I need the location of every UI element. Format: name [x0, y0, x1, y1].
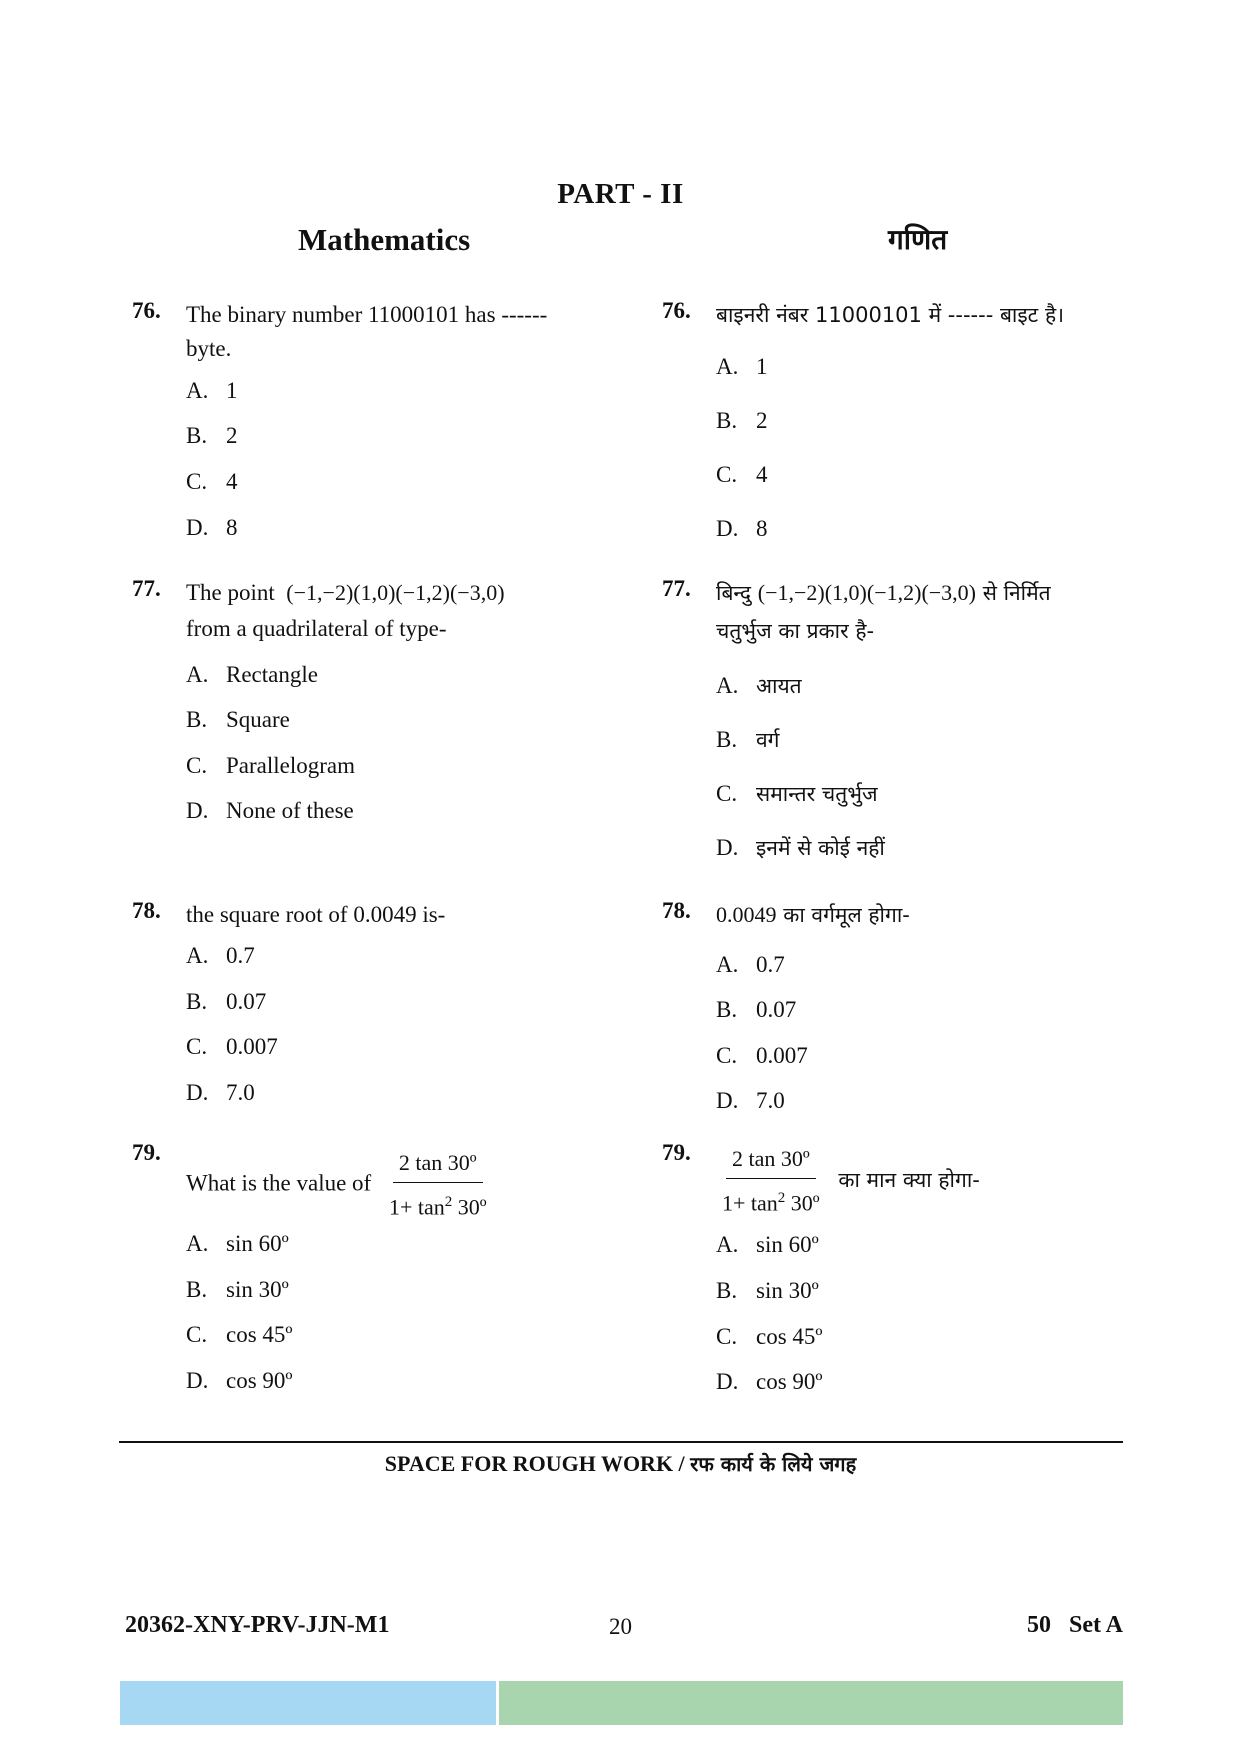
set-label: 50 Set A: [1027, 1612, 1123, 1638]
question-text: [716, 576, 1136, 648]
option-letter: D.: [186, 1368, 209, 1393]
option-b[interactable]: [716, 997, 796, 1023]
option-letter: D.: [716, 516, 739, 541]
option-c[interactable]: [186, 1322, 293, 1348]
option-text: 1: [226, 378, 238, 403]
option-a[interactable]: [716, 1232, 819, 1258]
rough-work-label: SPACE FOR ROUGH WORK / रफ कार्य के लिये जगह: [384, 1451, 857, 1476]
question-text: [186, 1146, 606, 1224]
option-text: 4: [756, 462, 768, 487]
question-text: [710, 1142, 1130, 1220]
subject-title-hindi: गणित: [888, 223, 948, 256]
question-text-suffix: का मान क्या होगा-: [838, 1168, 980, 1193]
option-text: sin 60º: [756, 1232, 819, 1257]
option-text: 1: [756, 354, 768, 379]
option-letter: D.: [716, 1369, 739, 1394]
question-number: 78.: [662, 898, 691, 923]
option-d[interactable]: [716, 1369, 823, 1395]
option-text: 2: [756, 408, 768, 433]
option-letter: B.: [186, 1277, 208, 1302]
option-letter: C.: [186, 753, 208, 778]
option-letter: A.: [186, 662, 209, 687]
option-text: None of these: [226, 798, 354, 823]
fraction-denominator: $1+ \tan^2$ 30º: [722, 1190, 820, 1216]
option-text: 0.007: [226, 1034, 278, 1059]
option-letter: A.: [716, 354, 739, 379]
option-text: वर्ग: [756, 728, 780, 752]
page-number: 20: [609, 1614, 632, 1639]
option-text: 0.07: [226, 989, 267, 1014]
question-text-suffix: का वर्गमूल होगा-: [783, 903, 910, 927]
question-text: [186, 576, 606, 646]
option-letter: B.: [186, 989, 208, 1014]
option-text: sin 30º: [226, 1277, 289, 1302]
question-text: बाइनरी नंबर 11000101 में ------ बाइट है।: [716, 303, 1065, 327]
question-text-line: चतुर्भुज का प्रकार है-: [716, 619, 875, 643]
option-letter: C.: [716, 1043, 738, 1068]
option-letter: C.: [186, 1034, 208, 1059]
option-text: Rectangle: [226, 662, 318, 687]
question-text-prefix: बिन्दु: [716, 581, 752, 605]
option-letter: A.: [716, 673, 739, 698]
question-number: 77.: [132, 576, 161, 601]
option-text: sin 60º: [226, 1231, 289, 1256]
option-a[interactable]: [186, 1231, 289, 1257]
option-c[interactable]: [716, 462, 768, 488]
option-c[interactable]: [186, 469, 238, 495]
option-text: 7.0: [756, 1088, 785, 1113]
option-d[interactable]: [716, 1088, 785, 1114]
option-text: 7.0: [226, 1080, 255, 1105]
option-text: 2: [226, 423, 238, 448]
option-letter: A.: [186, 378, 209, 403]
option-text: इनमें से कोई नहीं: [756, 836, 885, 860]
coordinate-points: (−1,−2)(1,0)(−1,2)(−3,0): [757, 580, 977, 605]
option-a[interactable]: [186, 943, 255, 969]
fraction-numerator: 2 tan 30º: [393, 1146, 483, 1183]
option-text: cos 45º: [226, 1322, 293, 1347]
option-b[interactable]: [186, 707, 290, 733]
option-text: आयत: [756, 674, 802, 698]
option-a[interactable]: [186, 378, 238, 404]
option-letter: B.: [716, 408, 738, 433]
rough-work-divider: [119, 1441, 1123, 1443]
question-text: [186, 298, 606, 366]
fraction-numerator: 2 tan 30º: [726, 1142, 816, 1179]
question-number: 78.: [132, 898, 161, 923]
option-a[interactable]: [186, 662, 318, 688]
option-text: 4: [226, 469, 238, 494]
question-text-number: 0.0049: [716, 902, 777, 927]
footer-color-bar-green: [499, 1681, 1123, 1725]
option-letter: C.: [716, 781, 738, 806]
question-text: [716, 898, 1136, 932]
option-text: cos 90º: [226, 1368, 293, 1393]
option-d[interactable]: [716, 516, 768, 542]
option-text: 0.007: [756, 1043, 808, 1068]
option-a[interactable]: [716, 672, 802, 700]
option-a[interactable]: [716, 354, 768, 380]
coordinate-points: (−1,−2)(1,0)(−1,2)(−3,0): [286, 580, 505, 605]
question-text-prefix: The point: [186, 580, 275, 605]
subject-title-english: Mathematics: [298, 222, 471, 257]
option-b[interactable]: [186, 1277, 289, 1303]
option-text: 0.07: [756, 997, 797, 1022]
option-b[interactable]: [716, 726, 780, 754]
question-number: 79.: [132, 1140, 161, 1165]
option-c[interactable]: [716, 1043, 808, 1069]
option-d[interactable]: [186, 798, 354, 824]
option-letter: C.: [186, 1322, 208, 1347]
question-text-line: The binary number 11000101 has ------: [186, 302, 548, 327]
option-letter: D.: [716, 1088, 739, 1113]
fraction-denominator: $1+ \tan^2$ 30º: [388, 1194, 487, 1220]
option-d[interactable]: [716, 834, 885, 862]
option-text: 0.7: [226, 943, 255, 968]
option-text: 8: [226, 515, 238, 540]
option-text: 0.7: [756, 952, 785, 977]
option-letter: A.: [716, 952, 739, 977]
option-text: cos 90º: [756, 1369, 823, 1394]
option-text: Square: [226, 707, 290, 732]
option-d[interactable]: [186, 515, 238, 541]
part-title: PART - II: [557, 178, 684, 210]
fraction-expression: [385, 1146, 491, 1224]
option-text: cos 45º: [756, 1324, 823, 1349]
option-letter: C.: [716, 462, 738, 487]
option-text: sin 30º: [756, 1278, 819, 1303]
option-letter: C.: [186, 469, 208, 494]
option-c[interactable]: [716, 1324, 823, 1350]
paper-code: 20362-XNY-PRV-JJN-M1: [125, 1612, 390, 1638]
hindi-column: [662, 0, 1132, 1420]
option-letter: A.: [716, 1232, 739, 1257]
footer-color-bar-blue: [120, 1681, 496, 1725]
option-b[interactable]: [186, 989, 266, 1015]
option-letter: D.: [716, 835, 739, 860]
option-d[interactable]: [186, 1368, 293, 1394]
option-letter: A.: [186, 1231, 209, 1256]
option-c[interactable]: [186, 753, 355, 779]
question-number: 79.: [662, 1140, 691, 1165]
option-b[interactable]: [716, 408, 768, 434]
option-text: समान्तर चतुर्भुज: [756, 782, 878, 806]
option-letter: B.: [716, 997, 738, 1022]
option-text: 8: [756, 516, 768, 541]
option-letter: B.: [186, 707, 208, 732]
option-letter: D.: [186, 515, 209, 540]
option-letter: D.: [186, 1080, 209, 1105]
option-a[interactable]: [716, 952, 785, 978]
question-text-prefix: What is the value of: [186, 1170, 372, 1196]
question-number: 77.: [662, 576, 691, 601]
question-text-line: byte.: [186, 336, 232, 361]
option-d[interactable]: [186, 1080, 255, 1106]
option-text: Parallelogram: [226, 753, 356, 778]
option-b[interactable]: [716, 1278, 819, 1304]
fraction-expression: [718, 1142, 824, 1220]
question-number: 76.: [662, 298, 691, 323]
english-column: [132, 0, 602, 1420]
option-letter: B.: [186, 423, 208, 448]
option-b[interactable]: [186, 423, 238, 449]
question-text-line: from a quadrilateral of type-: [186, 616, 447, 641]
option-letter: D.: [186, 798, 209, 823]
option-letter: C.: [716, 1324, 738, 1349]
question-number: 76.: [132, 298, 161, 323]
option-letter: B.: [716, 727, 738, 752]
option-letter: A.: [186, 943, 209, 968]
option-c[interactable]: [716, 780, 878, 808]
question-text-suffix: से निर्मित: [982, 581, 1051, 605]
option-c[interactable]: [186, 1034, 278, 1060]
option-letter: B.: [716, 1278, 738, 1303]
question-text: the square root of 0.0049 is-: [186, 902, 446, 927]
